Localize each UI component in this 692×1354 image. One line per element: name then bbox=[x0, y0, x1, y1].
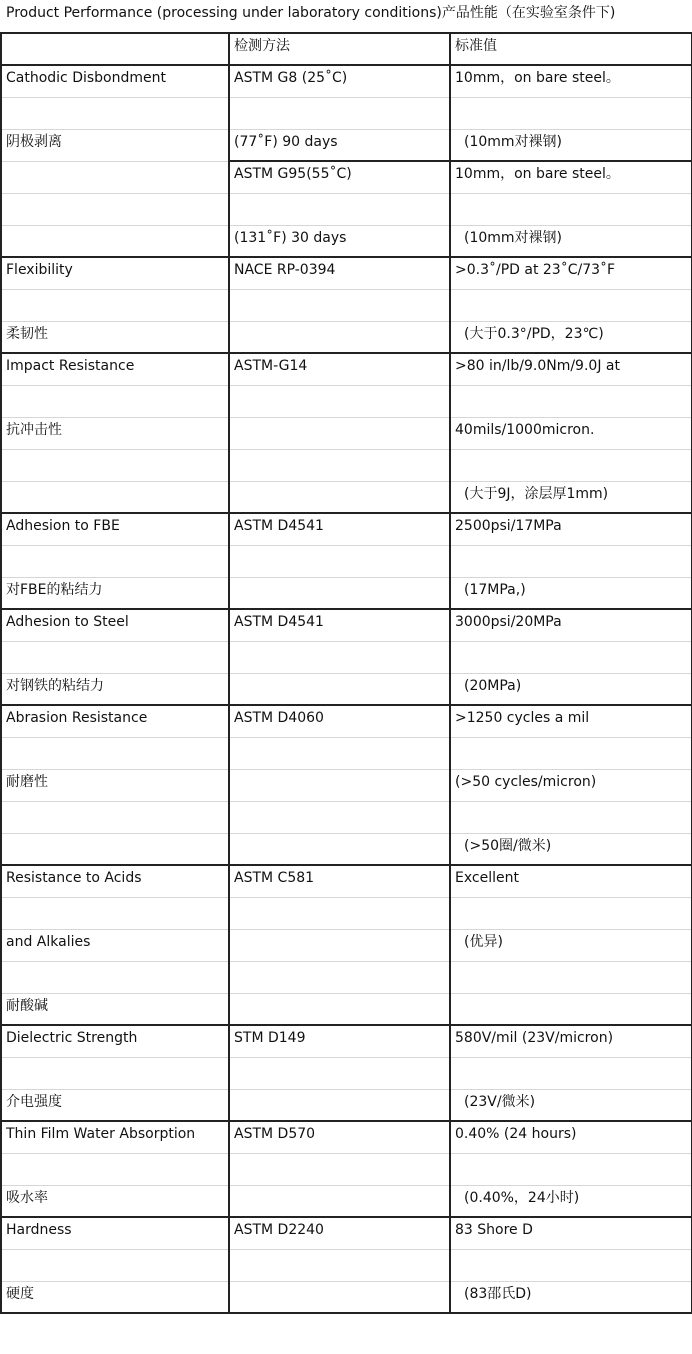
method-cell: ASTM-G14 bbox=[229, 353, 450, 385]
standard-cell: (>50圈/微米) bbox=[450, 833, 692, 865]
standard-cell: >80 in/lb/9.0Nm/9.0J at bbox=[450, 353, 692, 385]
method-cell bbox=[229, 1281, 450, 1313]
property-cell bbox=[1, 1249, 229, 1281]
method-cell bbox=[229, 577, 450, 609]
method-cell: (131˚F) 30 days bbox=[229, 225, 450, 257]
standard-cell: 10mm，on bare steel。 bbox=[450, 65, 692, 97]
standard-cell bbox=[450, 801, 692, 833]
property-cell bbox=[1, 193, 229, 225]
table-row bbox=[1, 673, 692, 705]
standard-cell bbox=[450, 97, 692, 129]
property-cell: 对FBE的粘结力 bbox=[1, 577, 229, 609]
standard-cell: >0.3˚/PD at 23˚C/73˚F bbox=[450, 257, 692, 289]
property-cell bbox=[1, 737, 229, 769]
standard-cell: 10mm，on bare steel。 bbox=[450, 161, 692, 193]
table-row bbox=[1, 385, 692, 417]
method-cell bbox=[229, 481, 450, 513]
table-row bbox=[1, 1217, 692, 1249]
table-row bbox=[1, 833, 692, 865]
standard-cell: 2500psi/17MPa bbox=[450, 513, 692, 545]
table-row bbox=[1, 641, 692, 673]
standard-cell: 580V/mil (23V/micron) bbox=[450, 1025, 692, 1057]
property-cell: 柔韧性 bbox=[1, 321, 229, 353]
method-cell bbox=[229, 769, 450, 801]
method-cell bbox=[229, 801, 450, 833]
table-row bbox=[1, 1281, 692, 1313]
method-cell: ASTM G8 (25˚C) bbox=[229, 65, 450, 97]
table-row bbox=[1, 961, 692, 993]
method-cell bbox=[229, 993, 450, 1025]
property-cell bbox=[1, 225, 229, 257]
method-cell bbox=[229, 97, 450, 129]
property-cell: 抗冲击性 bbox=[1, 417, 229, 449]
standard-cell: (17MPa,) bbox=[450, 577, 692, 609]
property-cell: Cathodic Disbondment bbox=[1, 65, 229, 97]
standard-cell bbox=[450, 289, 692, 321]
standard-cell bbox=[450, 449, 692, 481]
table-row bbox=[1, 513, 692, 545]
method-cell: ASTM D570 bbox=[229, 1121, 450, 1153]
property-cell: Dielectric Strength bbox=[1, 1025, 229, 1057]
table-row bbox=[1, 1057, 692, 1089]
property-cell: Impact Resistance bbox=[1, 353, 229, 385]
method-cell bbox=[229, 673, 450, 705]
standard-cell: (优异) bbox=[450, 929, 692, 961]
property-cell: 阴极剥离 bbox=[1, 129, 229, 161]
table-row bbox=[1, 289, 692, 321]
standard-cell bbox=[450, 1153, 692, 1185]
property-cell bbox=[1, 449, 229, 481]
header-property bbox=[1, 33, 229, 65]
method-cell bbox=[229, 417, 450, 449]
table-row bbox=[1, 353, 692, 385]
table-row bbox=[1, 1121, 692, 1153]
standard-cell: (>50 cycles/micron) bbox=[450, 769, 692, 801]
header-row bbox=[1, 33, 692, 65]
standard-cell: (23V/微米) bbox=[450, 1089, 692, 1121]
property-cell bbox=[1, 1153, 229, 1185]
property-cell bbox=[1, 289, 229, 321]
property-cell: 对钢铁的粘结力 bbox=[1, 673, 229, 705]
table-row bbox=[1, 225, 692, 257]
table-row bbox=[1, 161, 692, 193]
standard-cell: 40mils/1000micron. bbox=[450, 417, 692, 449]
standard-cell: (0.40%，24小时) bbox=[450, 1185, 692, 1217]
table-row bbox=[1, 1089, 692, 1121]
property-cell bbox=[1, 481, 229, 513]
property-cell: Flexibility bbox=[1, 257, 229, 289]
table-row bbox=[1, 993, 692, 1025]
table-row bbox=[1, 321, 692, 353]
method-cell bbox=[229, 321, 450, 353]
method-cell: ASTM D4060 bbox=[229, 705, 450, 737]
table-row bbox=[1, 609, 692, 641]
standard-cell bbox=[450, 961, 692, 993]
standard-cell bbox=[450, 993, 692, 1025]
property-cell: 耐酸碱 bbox=[1, 993, 229, 1025]
table-row bbox=[1, 737, 692, 769]
method-cell bbox=[229, 385, 450, 417]
method-cell: (77˚F) 90 days bbox=[229, 129, 450, 161]
table-row bbox=[1, 129, 692, 161]
table-row bbox=[1, 897, 692, 929]
method-cell bbox=[229, 897, 450, 929]
method-cell bbox=[229, 641, 450, 673]
property-cell: Hardness bbox=[1, 1217, 229, 1249]
method-cell: ASTM C581 bbox=[229, 865, 450, 897]
method-cell bbox=[229, 193, 450, 225]
table-row bbox=[1, 769, 692, 801]
table-row bbox=[1, 705, 692, 737]
method-cell bbox=[229, 961, 450, 993]
method-cell: ASTM D2240 bbox=[229, 1217, 450, 1249]
table-row bbox=[1, 577, 692, 609]
method-cell bbox=[229, 545, 450, 577]
table-row bbox=[1, 929, 692, 961]
method-cell: ASTM D4541 bbox=[229, 609, 450, 641]
page-title: Product Performance (processing under laboratory conditions)产品性能（在实验室条件下) bbox=[6, 5, 616, 21]
table-row bbox=[1, 97, 692, 129]
standard-cell: 3000psi/20MPa bbox=[450, 609, 692, 641]
method-cell bbox=[229, 449, 450, 481]
table-row bbox=[1, 449, 692, 481]
standard-cell: Excellent bbox=[450, 865, 692, 897]
method-cell bbox=[229, 929, 450, 961]
header-method: 检测方法 bbox=[229, 33, 450, 65]
property-cell: 耐磨性 bbox=[1, 769, 229, 801]
standard-cell bbox=[450, 193, 692, 225]
table-row bbox=[1, 1153, 692, 1185]
standard-cell bbox=[450, 545, 692, 577]
method-cell: ASTM D4541 bbox=[229, 513, 450, 545]
property-cell: Resistance to Acids bbox=[1, 865, 229, 897]
property-cell bbox=[1, 97, 229, 129]
property-cell: Adhesion to FBE bbox=[1, 513, 229, 545]
method-cell: STM D149 bbox=[229, 1025, 450, 1057]
standard-cell: 0.40% (24 hours) bbox=[450, 1121, 692, 1153]
table-row bbox=[1, 481, 692, 513]
method-cell: NACE RP-0394 bbox=[229, 257, 450, 289]
table-row bbox=[1, 193, 692, 225]
table-row bbox=[1, 545, 692, 577]
standard-cell bbox=[450, 1249, 692, 1281]
standard-cell: (大于9J，涂层厚1mm) bbox=[450, 481, 692, 513]
standard-cell: (大于0.3°/PD，23℃) bbox=[450, 321, 692, 353]
method-cell: ASTM G95(55˚C) bbox=[229, 161, 450, 193]
property-cell: 硬度 bbox=[1, 1281, 229, 1313]
property-cell bbox=[1, 801, 229, 833]
property-cell bbox=[1, 161, 229, 193]
table-row bbox=[1, 1025, 692, 1057]
method-cell bbox=[229, 1057, 450, 1089]
standard-cell: (83邵氏D) bbox=[450, 1281, 692, 1313]
property-cell: Abrasion Resistance bbox=[1, 705, 229, 737]
standard-cell: 83 Shore D bbox=[450, 1217, 692, 1249]
property-cell bbox=[1, 385, 229, 417]
table-row bbox=[1, 257, 692, 289]
method-cell bbox=[229, 289, 450, 321]
property-cell: Adhesion to Steel bbox=[1, 609, 229, 641]
standard-cell: (20MPa) bbox=[450, 673, 692, 705]
property-cell: and Alkalies bbox=[1, 929, 229, 961]
table-body bbox=[1, 33, 692, 1313]
standard-cell bbox=[450, 1057, 692, 1089]
standard-cell: (10mm对裸钢) bbox=[450, 129, 692, 161]
property-cell bbox=[1, 545, 229, 577]
standard-cell bbox=[450, 641, 692, 673]
table-row bbox=[1, 417, 692, 449]
method-cell bbox=[229, 1089, 450, 1121]
property-cell bbox=[1, 833, 229, 865]
standard-cell: (10mm对裸钢) bbox=[450, 225, 692, 257]
table-row bbox=[1, 65, 692, 97]
property-cell bbox=[1, 897, 229, 929]
table-row bbox=[1, 865, 692, 897]
standard-cell bbox=[450, 897, 692, 929]
method-cell bbox=[229, 1249, 450, 1281]
method-cell bbox=[229, 833, 450, 865]
header-standard: 标准值 bbox=[450, 33, 692, 65]
method-cell bbox=[229, 1153, 450, 1185]
property-cell bbox=[1, 961, 229, 993]
property-cell: 吸水率 bbox=[1, 1185, 229, 1217]
table-row bbox=[1, 801, 692, 833]
property-cell bbox=[1, 1057, 229, 1089]
method-cell bbox=[229, 1185, 450, 1217]
property-cell: 介电强度 bbox=[1, 1089, 229, 1121]
performance-table bbox=[0, 32, 692, 1314]
table-row bbox=[1, 1249, 692, 1281]
property-cell bbox=[1, 641, 229, 673]
table-row bbox=[1, 1185, 692, 1217]
standard-cell: >1250 cycles a mil bbox=[450, 705, 692, 737]
standard-cell bbox=[450, 385, 692, 417]
method-cell bbox=[229, 737, 450, 769]
property-cell: Thin Film Water Absorption bbox=[1, 1121, 229, 1153]
standard-cell bbox=[450, 737, 692, 769]
